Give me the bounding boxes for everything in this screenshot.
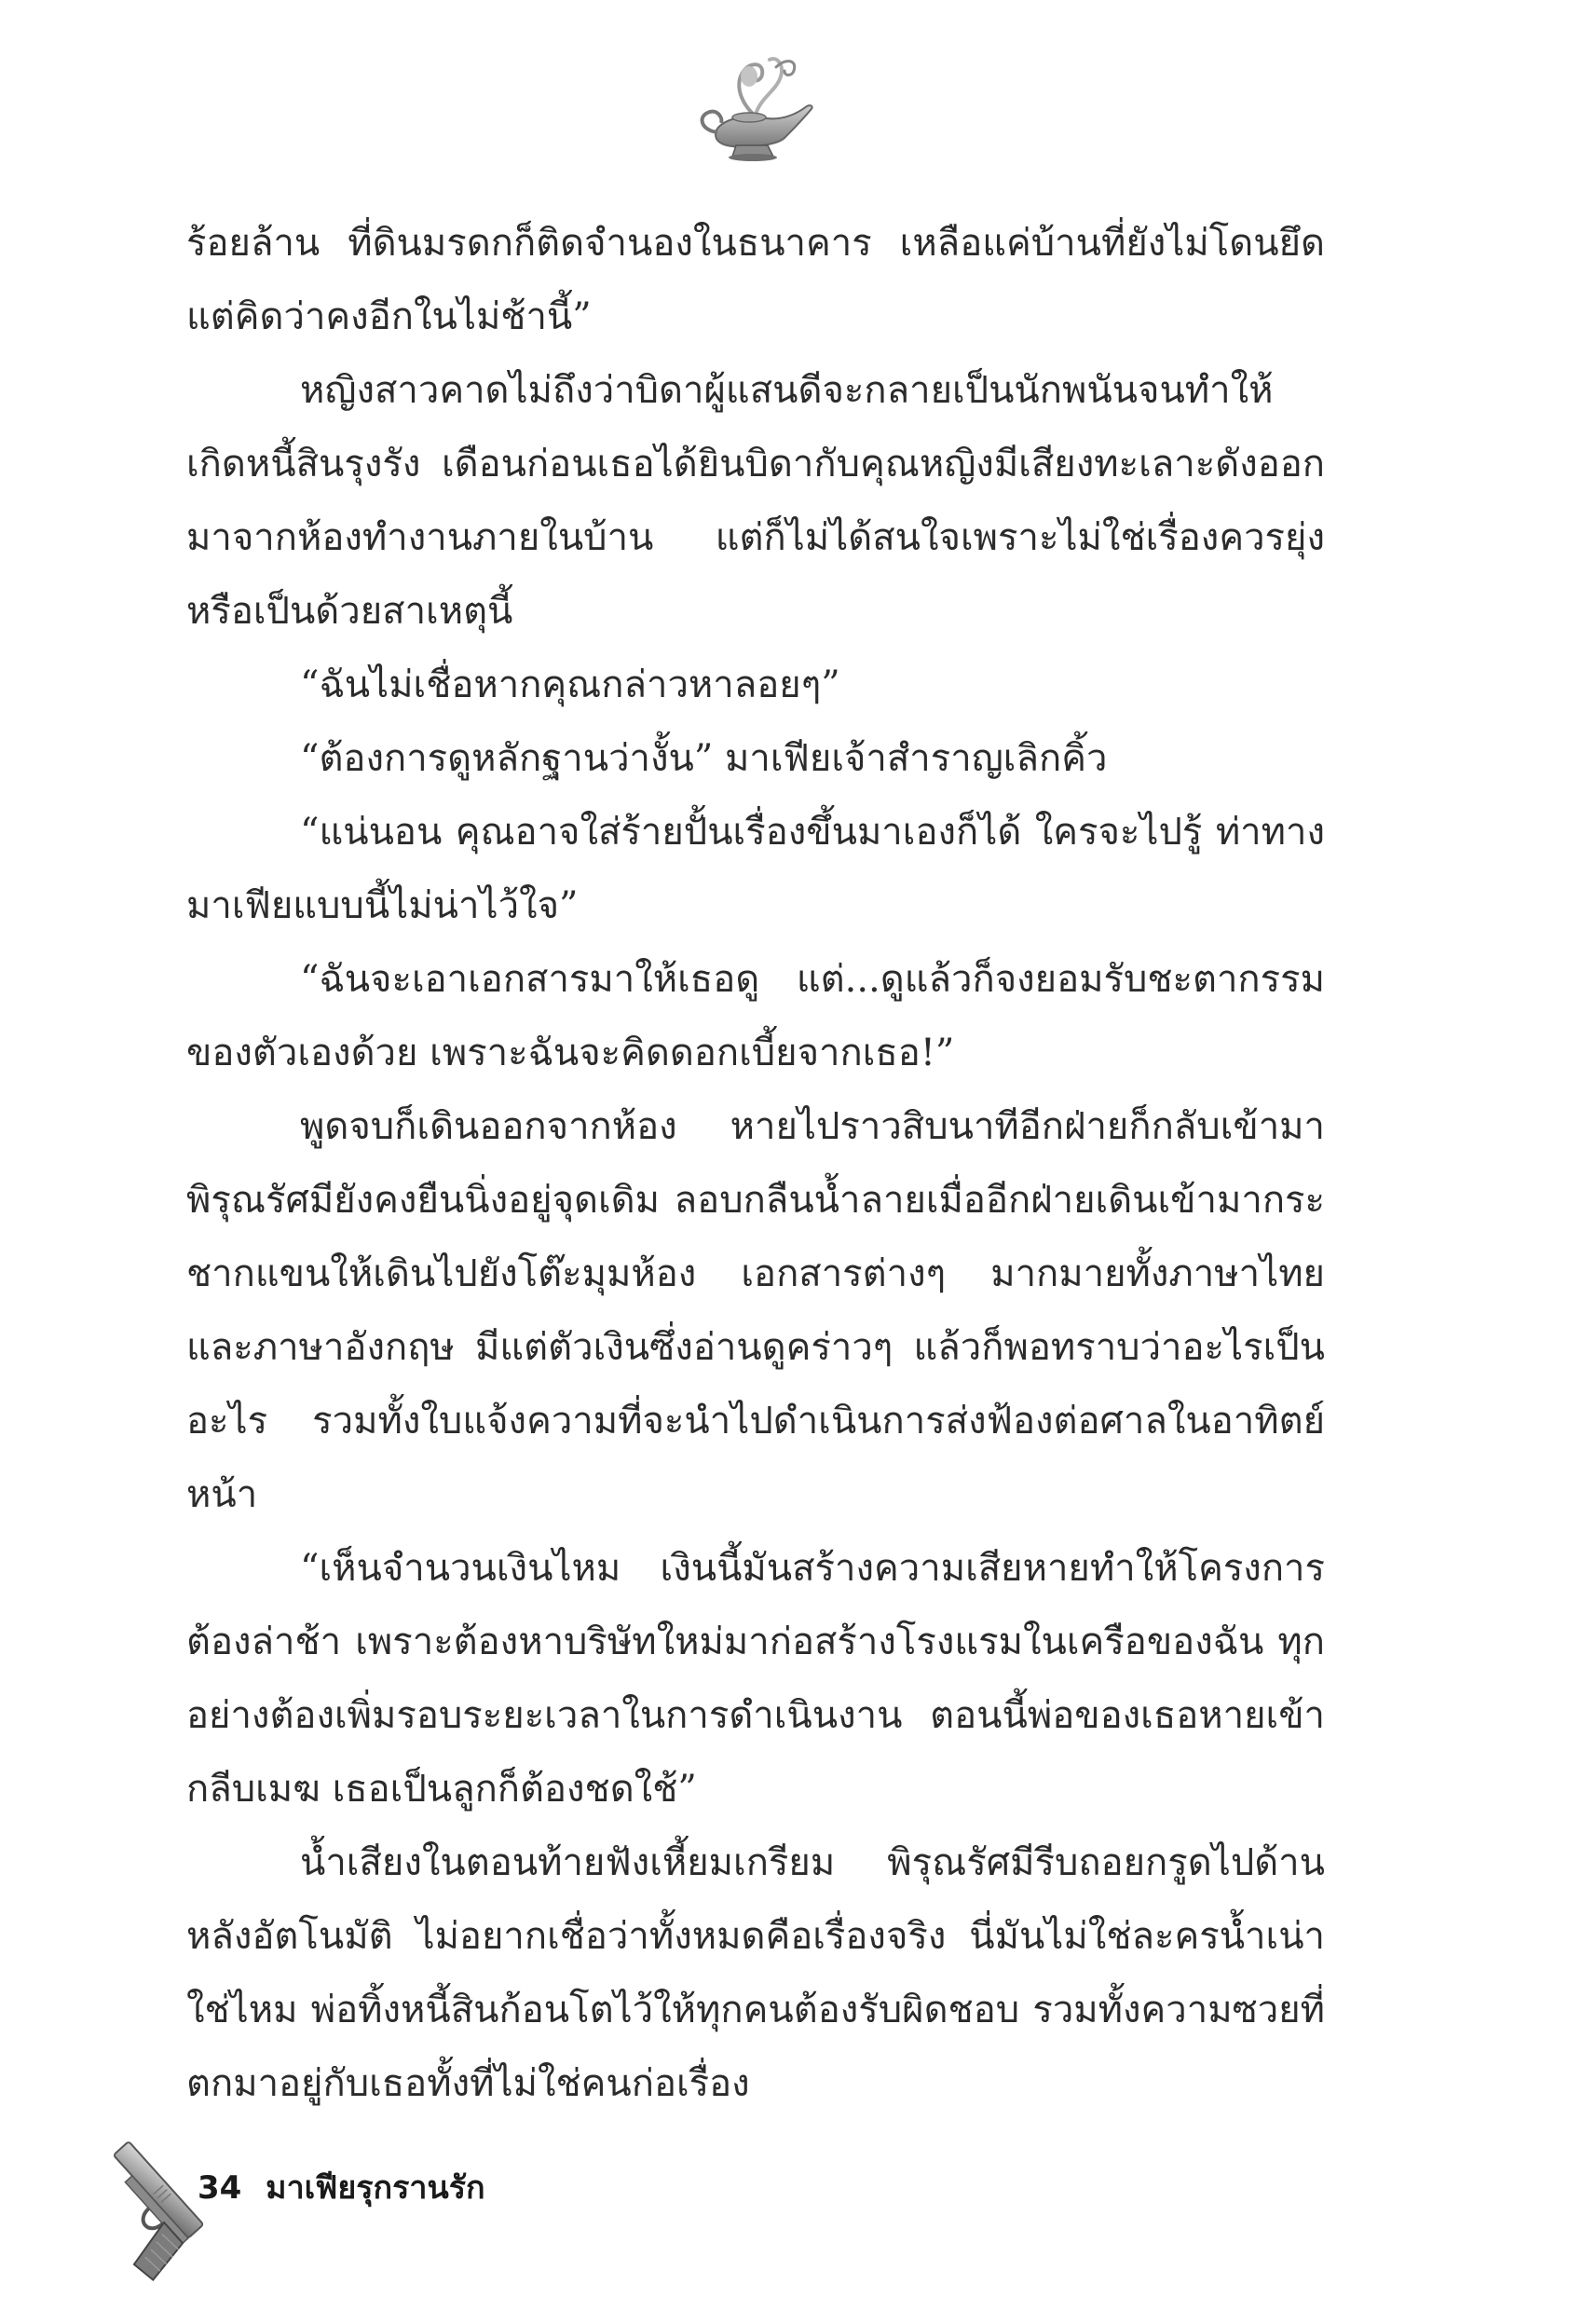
paragraph: หญิงสาวคาดไม่ถึงว่าบิดาผู้แสนดีจะกลายเป็นนักพนันจนทำให้เกิดหนี้สินรุงรัง เดือนก่อนเธอได้ยินบิดากับคุณหญิงมีเสียงทะเลาะดังออกมาจากห้องทำงานภายในบ้าน แต่ก็ไม่ได้สนใจเพราะไม่ใช่เรื่องควรยุ่ง หรือเป็นด้วยสาเหตุนี้ bbox=[186, 369, 1325, 633]
paragraph: “แน่นอน คุณอาจใส่ร้ายปั้นเรื่องขึ้นมาเองก็ได้ ใครจะไปรู้ ท่าทางมาเฟียแบบนี้ไม่น่าไว้ใจ” bbox=[186, 811, 1325, 927]
paragraph: “เห็นจำนวนเงินไหม เงินนี้มันสร้างความเสียหายทำให้โครงการต้องล่าช้า เพราะต้องหาบริษัทใหม่มาก่อสร้างโรงแรมในเครือของฉัน ทุกอย่างต้องเพิ่มรอบระยะเวลาในการดำเนินงาน ตอนนี้พ่อของเธอหายเข้ากลีบเมฆ เธอเป็นลูกก็ต้องชดใช้” bbox=[186, 1547, 1325, 1811]
paragraph: พูดจบก็เดินออกจากห้อง หายไปราวสิบนาทีอีกฝ่ายก็กลับเข้ามา พิรุณรัศมียังคงยืนนิ่งอยู่จุดเดิม ลอบกลืนน้ำลายเมื่ออีกฝ่ายเดินเข้ามากระชากแขนให้เดินไปยังโต๊ะมุมห้อง เอกสารต่างๆ มากมายทั้งภาษาไทยและภาษาอังกฤษ มีแต่ตัวเงินซึ่งอ่านดูคร่าวๆ แล้วก็พอทราบว่าอะไรเป็นอะไร รวมทั้งใบแจ้งความที่จะนำไปดำเนินการส่งฟ้องต่อศาลในอาทิตย์หน้า bbox=[186, 1105, 1325, 1516]
page-footer bbox=[198, 2162, 485, 2212]
paragraph: น้ำเสียงในตอนท้ายฟังเหี้ยมเกรียม พิรุณรัศมีรีบถอยกรูดไปด้านหลังอัตโนมัติ ไม่อยากเชื่อว่าทั้งหมดคือเรื่องจริง นี่มันไม่ใช่ละครน้ำเน่าใช่ไหม พ่อทิ้งหนี้สินก้อนโตไว้ให้ทุกคนต้องรับผิดชอบ รวมทั้งความซวยที่ตกมาอยู่กับเธอทั้งที่ไม่ใช่คนก่อเรื่อง bbox=[186, 1841, 1325, 2105]
paragraph: ร้อยล้าน ที่ดินมรดกก็ติดจำนองในธนาคาร เหลือแค่บ้านที่ยังไม่โดนยึด แต่คิดว่าคงอีกในไม่ช้านี้” bbox=[186, 222, 1325, 338]
paragraph: “ฉันจะเอาเอกสารมาให้เธอดู แต่...ดูแล้วก็จงยอมรับชะตากรรมของตัวเองด้วย เพราะฉันจะคิดดอกเบี้ยจากเธอ!” bbox=[186, 958, 1325, 1074]
book-title: มาเฟียรุกรานรัก bbox=[266, 2169, 485, 2207]
page-number: 34 bbox=[198, 2169, 242, 2207]
magic-lamp-icon bbox=[688, 48, 827, 170]
paragraph: “ฉันไม่เชื่อหากคุณกล่าวหาลอยๆ” bbox=[300, 663, 840, 706]
body-text bbox=[186, 207, 1325, 2121]
paragraph: “ต้องการดูหลักฐานว่างั้น” มาเฟียเจ้าสำราญเลิกคิ้ว bbox=[300, 737, 1108, 780]
